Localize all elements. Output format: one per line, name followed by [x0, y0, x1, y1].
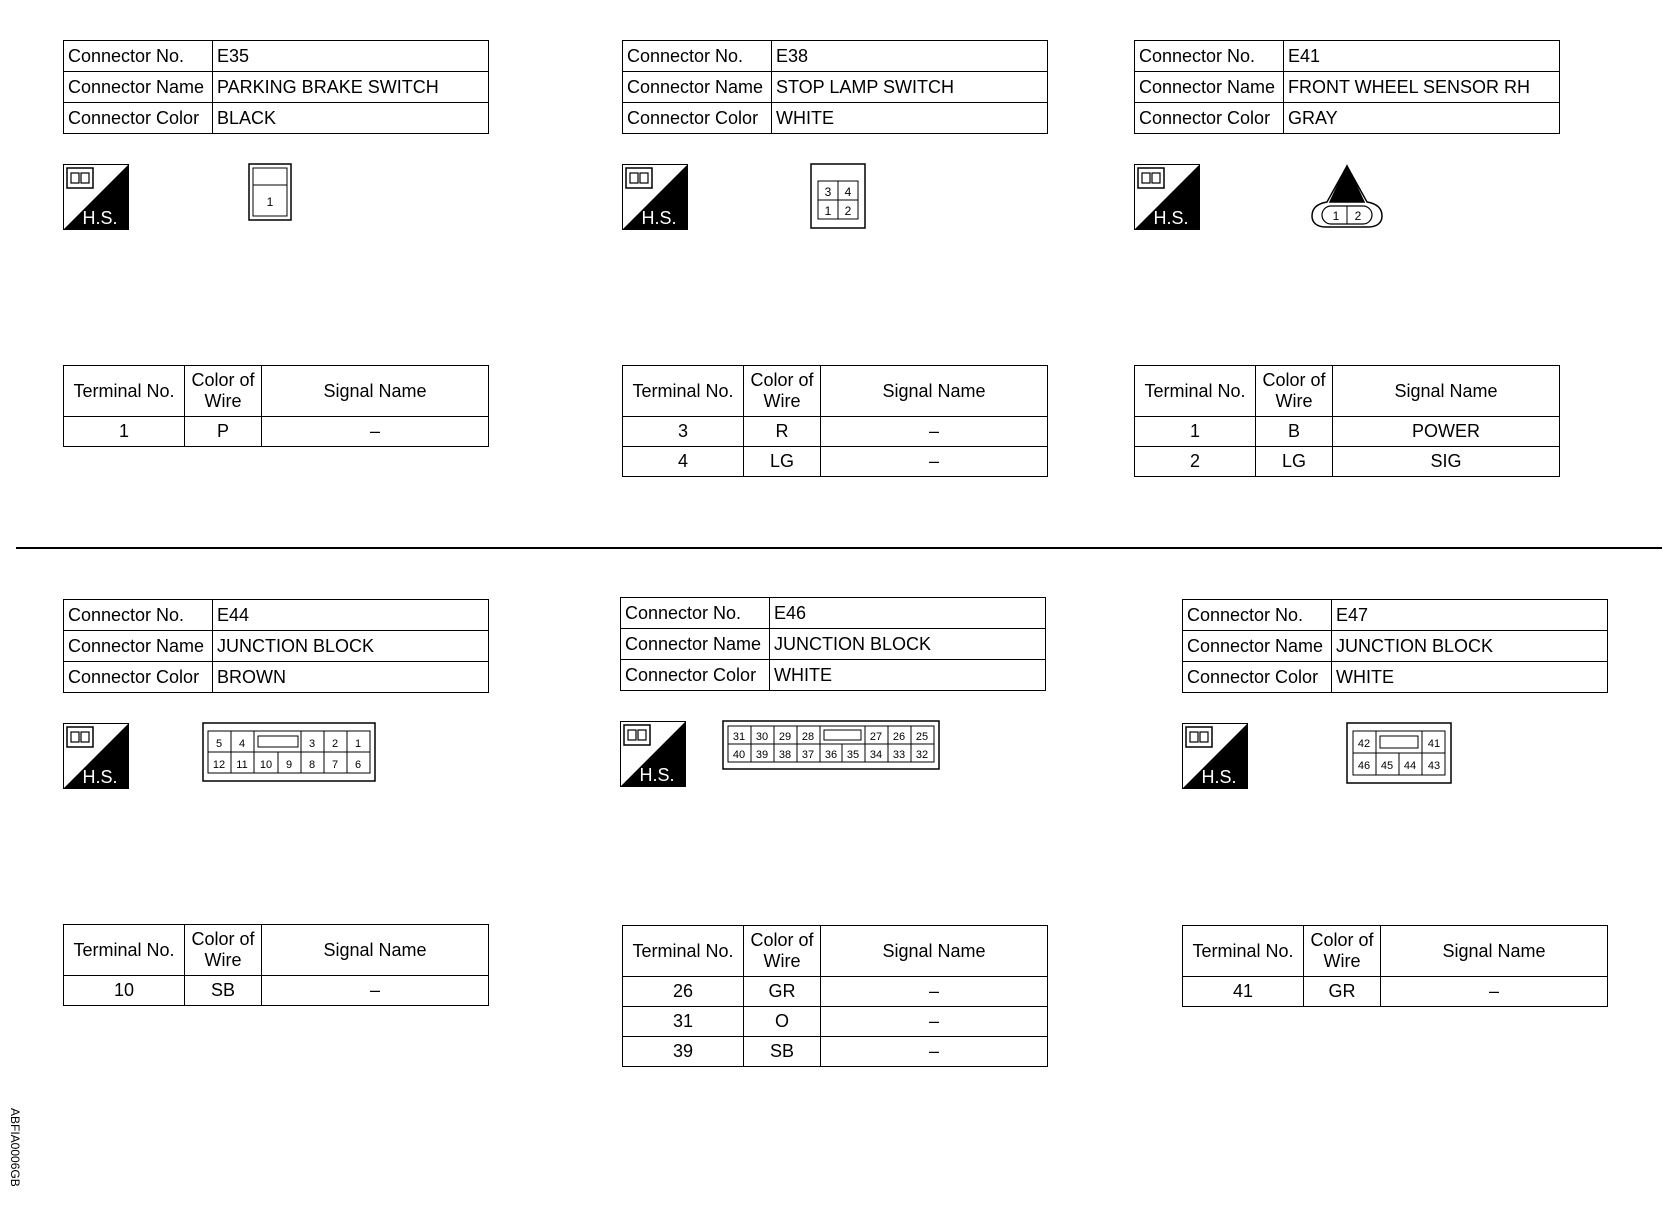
connector-name-value: FRONT WHEEL SENSOR RH [1284, 72, 1560, 103]
terminal-no: 31 [623, 1007, 744, 1037]
pin-27: 27 [869, 731, 883, 743]
pin-45: 45 [1380, 760, 1394, 772]
pin-31: 31 [732, 731, 746, 743]
pin-9: 9 [285, 759, 293, 771]
terminal-table-e44 [63, 924, 489, 1006]
terminal-no-header: Terminal No. [1135, 366, 1256, 417]
pin-4: 4 [238, 738, 246, 750]
pin-39: 39 [755, 749, 769, 761]
connector-name-label: Connector Name [1183, 631, 1332, 662]
hs-label: H.S. [641, 208, 677, 228]
pin-4: 4 [844, 185, 852, 199]
terminal-table-e41 [1134, 365, 1560, 477]
terminal-no: 1 [1135, 417, 1256, 447]
hs-label: H.S. [82, 767, 118, 787]
connector-color-value: BLACK [213, 103, 489, 134]
pin-42: 42 [1357, 738, 1371, 750]
terminal-no: 26 [623, 977, 744, 1007]
terminal-no: 39 [623, 1037, 744, 1067]
connector-color-value: WHITE [770, 660, 1046, 691]
wire-color: R [744, 417, 821, 447]
terminal-no: 4 [623, 447, 744, 477]
table-row [1183, 977, 1608, 1007]
connector-name-value: PARKING BRAKE SWITCH [213, 72, 489, 103]
connector-color-label: Connector Color [623, 103, 772, 134]
signal-name: – [821, 977, 1048, 1007]
terminal-no-header: Terminal No. [623, 366, 744, 417]
connector-diagram-e41 [1310, 164, 1384, 230]
terminal-no-header: Terminal No. [1183, 926, 1304, 977]
hs-label: H.S. [1201, 767, 1237, 787]
signal-name: – [821, 417, 1048, 447]
pin-35: 35 [846, 749, 860, 761]
connector-no-label: Connector No. [623, 41, 772, 72]
pin-43: 43 [1427, 760, 1441, 772]
connector-diagram-e44 [202, 722, 376, 782]
pin-26: 26 [892, 731, 906, 743]
table-row [623, 977, 1048, 1007]
terminal-table-e38 [622, 365, 1048, 477]
wire-color: SB [185, 976, 262, 1006]
pin-2: 2 [844, 204, 852, 218]
signal-name-header: Signal Name [262, 925, 489, 976]
pin-10: 10 [259, 759, 273, 771]
signal-name: – [821, 1007, 1048, 1037]
wire-color: P [185, 417, 262, 447]
terminal-table-e46 [622, 925, 1048, 1067]
pin-1: 1 [354, 738, 362, 750]
connector-color-value: WHITE [772, 103, 1048, 134]
pin-36: 36 [824, 749, 838, 761]
connector-info-e41 [1134, 40, 1560, 134]
hs-label: H.S. [1153, 208, 1189, 228]
pin-6: 6 [354, 759, 362, 771]
hs-harness-side-icon [1134, 164, 1200, 230]
connector-name-value: STOP LAMP SWITCH [772, 72, 1048, 103]
connector-name-label: Connector Name [623, 72, 772, 103]
connector-info-e35 [63, 40, 489, 134]
wire-color: B [1256, 417, 1333, 447]
figure-id: ABFIA0006GB [8, 1108, 22, 1187]
hs-harness-side-icon [63, 164, 129, 230]
pin-11: 11 [236, 759, 248, 771]
hs-label: H.S. [82, 208, 118, 228]
pin-1: 1 [1332, 209, 1340, 223]
section-divider [16, 547, 1662, 549]
terminal-no-header: Terminal No. [623, 926, 744, 977]
connector-color-label: Connector Color [1183, 662, 1332, 693]
signal-name: POWER [1333, 417, 1560, 447]
connector-no-value: E38 [772, 41, 1048, 72]
terminal-no: 3 [623, 417, 744, 447]
wire-color-header: Color of Wire [744, 926, 821, 977]
wire-color: O [744, 1007, 821, 1037]
connector-info-e47 [1182, 599, 1608, 693]
connector-diagram-e46 [722, 720, 940, 770]
hs-label: H.S. [639, 765, 675, 785]
connector-name-label: Connector Name [1135, 72, 1284, 103]
pin-1: 1 [824, 204, 832, 218]
terminal-no-header: Terminal No. [64, 366, 185, 417]
terminal-no-header: Terminal No. [64, 925, 185, 976]
connector-diagram-e35 [248, 163, 292, 221]
connector-no-value: E41 [1284, 41, 1560, 72]
pin-3: 3 [824, 185, 832, 199]
pin-33: 33 [892, 749, 906, 761]
terminal-no: 2 [1135, 447, 1256, 477]
connector-no-value: E35 [213, 41, 489, 72]
connector-color-label: Connector Color [621, 660, 770, 691]
pin-44: 44 [1403, 760, 1417, 772]
pin-3: 3 [308, 738, 316, 750]
connector-name-value: JUNCTION BLOCK [213, 631, 489, 662]
wire-color-header: Color of Wire [744, 366, 821, 417]
connector-name-label: Connector Name [64, 72, 213, 103]
terminal-no: 1 [64, 417, 185, 447]
pin-40: 40 [732, 749, 746, 761]
wire-color: SB [744, 1037, 821, 1067]
signal-name: – [821, 447, 1048, 477]
connector-color-value: BROWN [213, 662, 489, 693]
pin-7: 7 [331, 759, 339, 771]
table-row [623, 1007, 1048, 1037]
connector-color-value: WHITE [1332, 662, 1608, 693]
pin-25: 25 [915, 731, 929, 743]
wire-color: GR [1304, 977, 1381, 1007]
pin-8: 8 [308, 759, 316, 771]
signal-name-header: Signal Name [262, 366, 489, 417]
signal-name-header: Signal Name [821, 366, 1048, 417]
table-row [64, 976, 489, 1006]
wire-color: GR [744, 977, 821, 1007]
table-row [64, 417, 489, 447]
signal-name: – [262, 976, 489, 1006]
connector-no-value: E46 [770, 598, 1046, 629]
connector-no-label: Connector No. [64, 600, 213, 631]
connector-no-label: Connector No. [621, 598, 770, 629]
connector-name-value: JUNCTION BLOCK [770, 629, 1046, 660]
pin-37: 37 [801, 749, 815, 761]
table-row [1135, 417, 1560, 447]
signal-name: SIG [1333, 447, 1560, 477]
hs-harness-side-icon [1182, 723, 1248, 789]
pin-12: 12 [212, 759, 226, 771]
connector-name-label: Connector Name [621, 629, 770, 660]
pin-28: 28 [801, 731, 815, 743]
pin-30: 30 [755, 731, 769, 743]
pin-5: 5 [215, 738, 223, 750]
pin-29: 29 [778, 731, 792, 743]
hs-harness-side-icon [622, 164, 688, 230]
wire-color-header: Color of Wire [185, 366, 262, 417]
table-row [623, 417, 1048, 447]
connector-info-e38 [622, 40, 1048, 134]
connector-info-e44 [63, 599, 489, 693]
connector-info-e46 [620, 597, 1046, 691]
pin-34: 34 [869, 749, 883, 761]
wire-color-header: Color of Wire [1256, 366, 1333, 417]
connector-color-label: Connector Color [64, 662, 213, 693]
connector-diagram-e47 [1346, 722, 1452, 784]
signal-name-header: Signal Name [1381, 926, 1608, 977]
signal-name-header: Signal Name [821, 926, 1048, 977]
connector-name-label: Connector Name [64, 631, 213, 662]
pin-32: 32 [915, 749, 929, 761]
wire-color-header: Color of Wire [185, 925, 262, 976]
connector-no-value: E47 [1332, 600, 1608, 631]
signal-name-header: Signal Name [1333, 366, 1560, 417]
connector-color-value: GRAY [1284, 103, 1560, 134]
connector-no-label: Connector No. [1135, 41, 1284, 72]
wire-color: LG [1256, 447, 1333, 477]
connector-no-value: E44 [213, 600, 489, 631]
pin-38: 38 [778, 749, 792, 761]
pin-2: 2 [331, 738, 339, 750]
connector-color-label: Connector Color [64, 103, 213, 134]
connector-name-value: JUNCTION BLOCK [1332, 631, 1608, 662]
signal-name: – [262, 417, 489, 447]
pin-41: 41 [1427, 738, 1441, 750]
terminal-table-e47 [1182, 925, 1608, 1007]
terminal-no: 10 [64, 976, 185, 1006]
wire-color-header: Color of Wire [1304, 926, 1381, 977]
signal-name: – [821, 1037, 1048, 1067]
table-row [1135, 447, 1560, 477]
connector-diagram-e38 [810, 163, 866, 229]
table-row [623, 447, 1048, 477]
pin-2: 2 [1354, 209, 1362, 223]
pin-46: 46 [1357, 760, 1371, 772]
connector-no-label: Connector No. [1183, 600, 1332, 631]
terminal-table-e35 [63, 365, 489, 447]
signal-name: – [1381, 977, 1608, 1007]
connector-color-label: Connector Color [1135, 103, 1284, 134]
hs-harness-side-icon [63, 723, 129, 789]
wire-color: LG [744, 447, 821, 477]
hs-harness-side-icon [620, 721, 686, 787]
connector-no-label: Connector No. [64, 41, 213, 72]
table-row [623, 1037, 1048, 1067]
pin-1: 1 [266, 195, 274, 209]
terminal-no: 41 [1183, 977, 1304, 1007]
